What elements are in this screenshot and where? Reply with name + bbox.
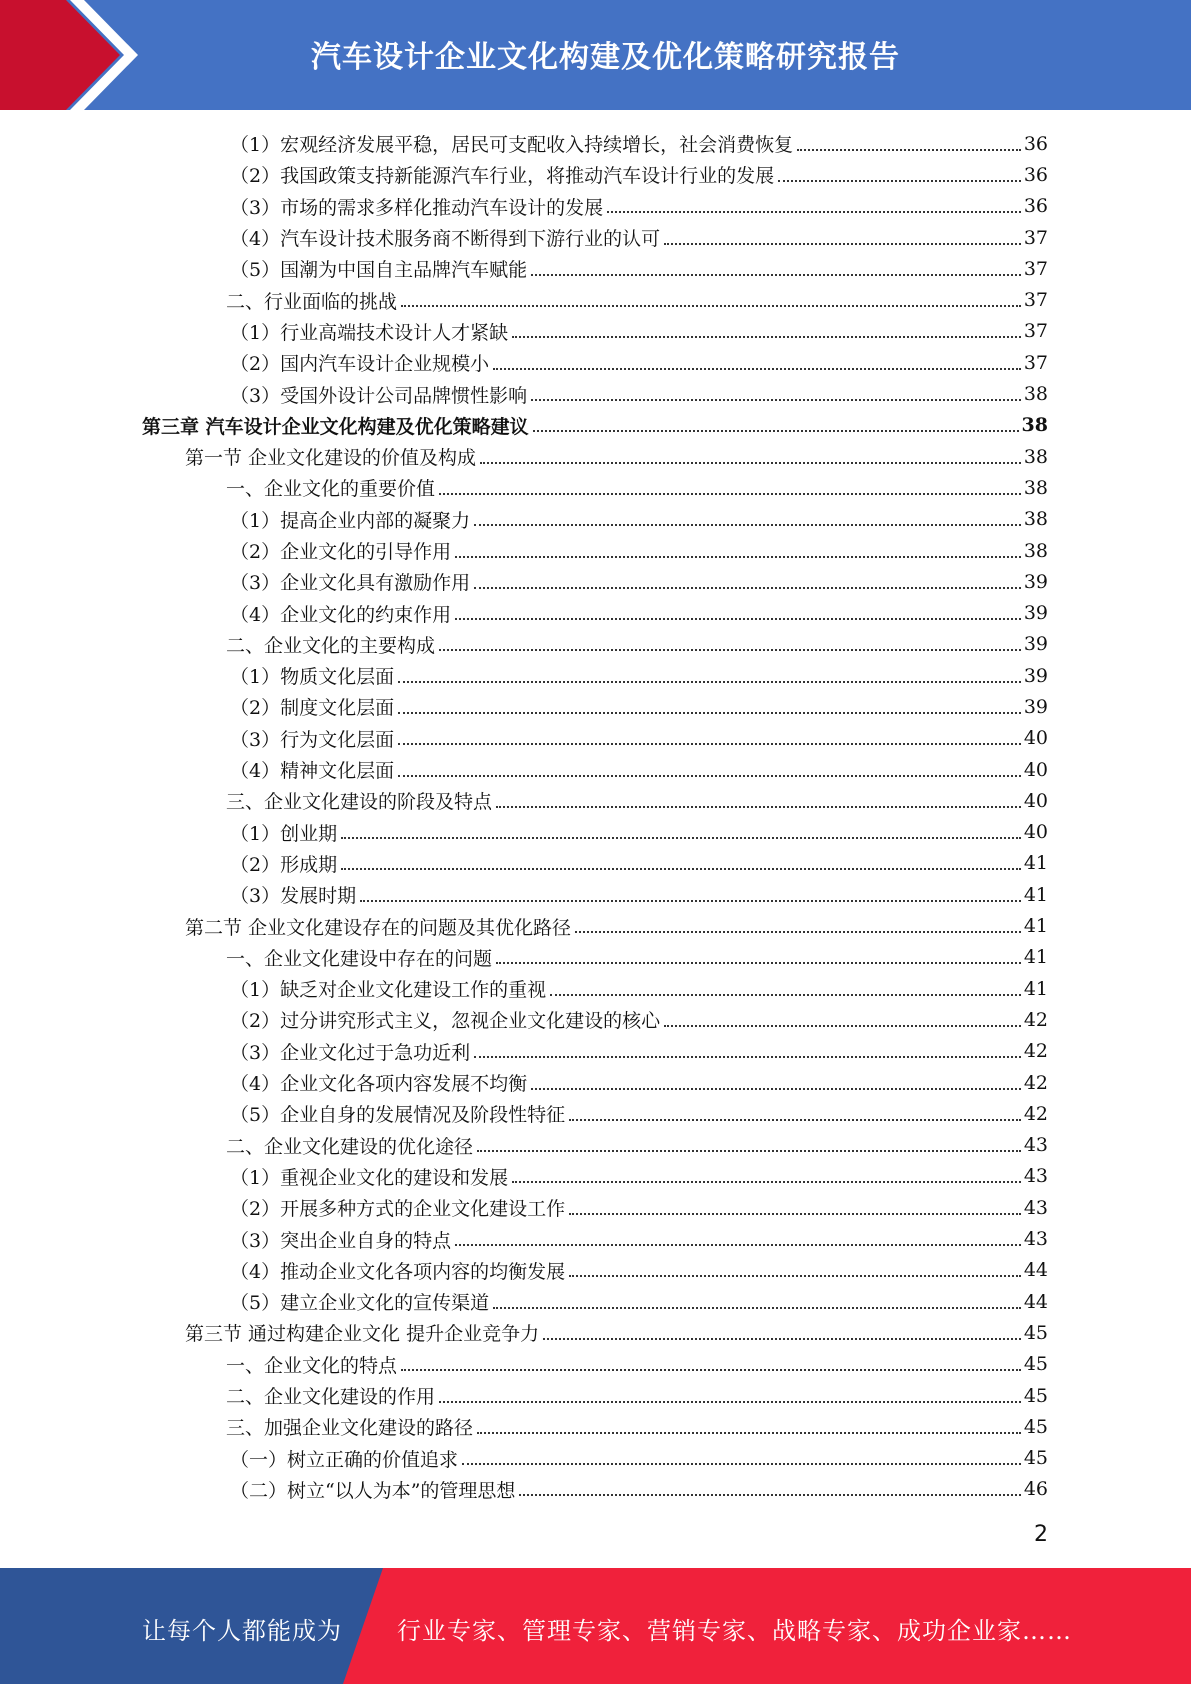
- toc-entry-label: （一）树立正确的价值追求: [230, 1445, 462, 1472]
- toc-entry[interactable]: [0, 1474, 1191, 1505]
- toc-dot-leader: [575, 931, 1021, 933]
- toc-entry[interactable]: [0, 1317, 1191, 1348]
- toc-entry-page: 36: [1023, 132, 1048, 155]
- toc-entry-label: 一、企业文化的重要价值: [226, 474, 439, 501]
- toc-entry[interactable]: [0, 1161, 1191, 1192]
- toc-entry-page: 38: [1023, 508, 1048, 531]
- toc-entry[interactable]: [0, 1130, 1191, 1161]
- toc-entry-label: （二）树立“以人为本”的管理思想: [230, 1476, 519, 1503]
- toc-entry-label: （3）企业文化具有激励作用: [230, 568, 474, 595]
- toc-entry[interactable]: [0, 1255, 1191, 1286]
- toc-entry-page: 38: [1023, 445, 1048, 468]
- toc-entry[interactable]: [0, 284, 1191, 315]
- toc-dot-leader: [474, 1056, 1021, 1058]
- toc-entry[interactable]: [0, 691, 1191, 722]
- toc-entry[interactable]: [0, 1004, 1191, 1035]
- toc-entry[interactable]: [0, 723, 1191, 754]
- toc-entry-page: 41: [1023, 852, 1048, 875]
- toc-entry[interactable]: [0, 159, 1191, 190]
- toc-entry-page: 40: [1023, 727, 1048, 750]
- toc-entry-page: 38: [1023, 539, 1048, 562]
- toc-entry[interactable]: [0, 316, 1191, 347]
- toc-entry-label: （1）重视企业文化的建设和发展: [230, 1163, 512, 1190]
- toc-dot-leader: [398, 775, 1021, 777]
- toc-entry[interactable]: [0, 1098, 1191, 1129]
- toc-entry-label: （1）创业期: [230, 819, 341, 846]
- toc-entry-label: （2）我国政策支持新能源汽车行业，将推动汽车设计行业的发展: [230, 161, 778, 188]
- toc-entry-label: 二、企业文化的主要构成: [226, 631, 439, 658]
- table-of-contents: [0, 128, 1191, 1505]
- toc-entry[interactable]: [0, 817, 1191, 848]
- toc-dot-leader: [543, 1338, 1021, 1340]
- toc-entry-label: （1）行业高端技术设计人才紧缺: [230, 318, 512, 345]
- toc-dot-leader: [512, 336, 1021, 338]
- toc-entry[interactable]: [0, 441, 1191, 472]
- toc-entry-label: （3）行为文化层面: [230, 725, 398, 752]
- toc-entry-page: 39: [1023, 570, 1048, 593]
- toc-entry[interactable]: [0, 1380, 1191, 1411]
- toc-dot-leader: [341, 837, 1021, 839]
- toc-entry-page: 41: [1023, 977, 1048, 1000]
- toc-entry[interactable]: [0, 410, 1191, 441]
- toc-entry[interactable]: [0, 128, 1191, 159]
- toc-entry[interactable]: [0, 378, 1191, 409]
- toc-entry-page: 42: [1023, 1071, 1048, 1094]
- toc-entry-page: 40: [1023, 789, 1048, 812]
- toc-entry[interactable]: [0, 785, 1191, 816]
- report-title: 汽车设计企业文化构建及优化策略研究报告: [311, 40, 900, 75]
- toc-entry-label: 第一节 企业文化建设的价值及构成: [185, 443, 480, 470]
- toc-entry-page: 38: [1021, 414, 1048, 437]
- toc-entry-page: 39: [1023, 602, 1048, 625]
- toc-dot-leader: [360, 900, 1021, 902]
- toc-entry[interactable]: [0, 222, 1191, 253]
- toc-entry-page: 40: [1023, 821, 1048, 844]
- toc-dot-leader: [550, 994, 1021, 996]
- toc-entry-page: 37: [1023, 257, 1048, 280]
- page-number: 2: [1034, 1522, 1048, 1547]
- toc-entry-page: 37: [1023, 320, 1048, 343]
- toc-entry-label: 第二节 企业文化建设存在的问题及其优化路径: [185, 913, 575, 940]
- toc-entry-label: （4）推动企业文化各项内容的均衡发展: [230, 1257, 569, 1284]
- toc-entry-label: （2）企业文化的引导作用: [230, 537, 455, 564]
- toc-entry[interactable]: [0, 1036, 1191, 1067]
- toc-entry-label: 第三章 汽车设计企业文化构建及优化策略建议: [142, 412, 533, 439]
- toc-dot-leader: [493, 1307, 1021, 1309]
- toc-entry-label: （3）受国外设计公司品牌惯性影响: [230, 381, 531, 408]
- toc-entry[interactable]: [0, 910, 1191, 941]
- toc-dot-leader: [462, 1463, 1021, 1465]
- toc-dot-leader: [569, 1275, 1021, 1277]
- toc-entry-page: 42: [1023, 1008, 1048, 1031]
- toc-entry[interactable]: [0, 472, 1191, 503]
- toc-dot-leader: [519, 1494, 1020, 1496]
- toc-dot-leader: [455, 618, 1021, 620]
- toc-entry[interactable]: [0, 660, 1191, 691]
- toc-entry-page: 42: [1023, 1040, 1048, 1063]
- toc-entry-label: 三、企业文化建设的阶段及特点: [226, 787, 496, 814]
- toc-dot-leader: [455, 1244, 1021, 1246]
- toc-dot-leader: [569, 1213, 1021, 1215]
- toc-entry-page: 39: [1023, 664, 1048, 687]
- toc-entry-page: 42: [1023, 1102, 1048, 1125]
- toc-dot-leader: [477, 1432, 1021, 1434]
- toc-entry-page: 37: [1023, 226, 1048, 249]
- toc-entry-page: 43: [1023, 1196, 1048, 1219]
- toc-entry[interactable]: [0, 566, 1191, 597]
- toc-entry-label: 三、加强企业文化建设的路径: [226, 1413, 477, 1440]
- toc-entry-page: 38: [1023, 476, 1048, 499]
- toc-dot-leader: [341, 868, 1021, 870]
- toc-entry-label: （4）企业文化各项内容发展不均衡: [230, 1069, 531, 1096]
- toc-entry-label: （3）市场的需求多样化推动汽车设计的发展: [230, 193, 607, 220]
- toc-entry-label: （2）国内汽车设计企业规模小: [230, 349, 493, 376]
- toc-dot-leader: [474, 524, 1021, 526]
- toc-entry-label: 第三节 通过构建企业文化 提升企业竞争力: [185, 1319, 543, 1346]
- toc-entry[interactable]: [0, 754, 1191, 785]
- toc-entry[interactable]: [0, 1442, 1191, 1473]
- toc-dot-leader: [496, 806, 1021, 808]
- toc-entry-label: （3）突出企业自身的特点: [230, 1226, 455, 1253]
- toc-entry-page: 38: [1023, 383, 1048, 406]
- toc-dot-leader: [455, 556, 1021, 558]
- page-footer: [0, 1568, 1191, 1684]
- footer-slogan-left: 让每个人都能成为: [142, 1617, 342, 1645]
- toc-entry-label: （4）汽车设计技术服务商不断得到下游行业的认可: [230, 224, 664, 251]
- toc-entry[interactable]: [0, 942, 1191, 973]
- toc-dot-leader: [401, 1369, 1021, 1371]
- toc-entry-page: 45: [1023, 1384, 1048, 1407]
- toc-dot-leader: [398, 712, 1021, 714]
- toc-entry-label: （5）企业自身的发展情况及阶段性特征: [230, 1100, 569, 1127]
- toc-entry-page: 41: [1023, 883, 1048, 906]
- toc-entry-label: 二、行业面临的挑战: [226, 287, 401, 314]
- toc-entry[interactable]: [0, 191, 1191, 222]
- toc-dot-leader: [398, 743, 1021, 745]
- toc-entry-page: 41: [1023, 946, 1048, 969]
- toc-entry-page: 44: [1023, 1290, 1048, 1313]
- toc-entry[interactable]: [0, 1192, 1191, 1223]
- toc-entry-page: 36: [1023, 163, 1048, 186]
- toc-entry[interactable]: [0, 597, 1191, 628]
- toc-dot-leader: [512, 1181, 1021, 1183]
- toc-entry[interactable]: [0, 629, 1191, 660]
- toc-entry-page: 43: [1023, 1134, 1048, 1157]
- toc-entry-page: 40: [1023, 758, 1048, 781]
- toc-entry-label: （4）精神文化层面: [230, 756, 398, 783]
- toc-entry-page: 43: [1023, 1228, 1048, 1251]
- toc-entry[interactable]: [0, 504, 1191, 535]
- toc-dot-leader: [439, 493, 1021, 495]
- toc-entry-label: （1）提高企业内部的凝聚力: [230, 506, 474, 533]
- toc-entry-page: 45: [1023, 1353, 1048, 1376]
- toc-entry-label: （3）企业文化过于急功近利: [230, 1038, 474, 1065]
- footer-slogan-right: 行业专家、管理专家、营销专家、战略专家、成功企业家……: [397, 1617, 1072, 1645]
- toc-dot-leader: [531, 1088, 1021, 1090]
- toc-entry[interactable]: [0, 1286, 1191, 1317]
- toc-dot-leader: [474, 587, 1021, 589]
- toc-entry[interactable]: [0, 1411, 1191, 1442]
- toc-entry-page: 36: [1023, 195, 1048, 218]
- toc-dot-leader: [531, 399, 1021, 401]
- toc-dot-leader: [439, 1401, 1021, 1403]
- toc-entry-page: 45: [1023, 1321, 1048, 1344]
- toc-dot-leader: [607, 211, 1021, 213]
- toc-entry-label: （1）缺乏对企业文化建设工作的重视: [230, 975, 550, 1002]
- toc-entry-label: （2）形成期: [230, 850, 341, 877]
- toc-entry-page: 39: [1023, 695, 1048, 718]
- toc-dot-leader: [477, 1150, 1021, 1152]
- toc-entry-page: 37: [1023, 351, 1048, 374]
- toc-entry-label: （4）企业文化的约束作用: [230, 600, 455, 627]
- toc-entry-label: 一、企业文化的特点: [226, 1351, 401, 1378]
- toc-entry-page: 39: [1023, 633, 1048, 656]
- toc-entry-label: （1）宏观经济发展平稳，居民可支配收入持续增长，社会消费恢复: [230, 130, 797, 157]
- toc-dot-leader: [664, 243, 1021, 245]
- toc-entry-label: （1）物质文化层面: [230, 662, 398, 689]
- toc-dot-leader: [493, 368, 1021, 370]
- toc-entry-label: （3）发展时期: [230, 881, 360, 908]
- toc-entry-page: 37: [1023, 289, 1048, 312]
- toc-dot-leader: [496, 962, 1021, 964]
- toc-entry[interactable]: [0, 347, 1191, 378]
- toc-dot-leader: [531, 274, 1021, 276]
- toc-entry-label: （2）制度文化层面: [230, 693, 398, 720]
- toc-entry[interactable]: [0, 848, 1191, 879]
- toc-entry-label: 二、企业文化建设的作用: [226, 1382, 439, 1409]
- toc-entry-label: （5）国潮为中国自主品牌汽车赋能: [230, 255, 531, 282]
- toc-entry-page: 43: [1023, 1165, 1048, 1188]
- toc-entry-label: 一、企业文化建设中存在的问题: [226, 944, 496, 971]
- toc-entry[interactable]: [0, 879, 1191, 910]
- toc-entry-page: 45: [1023, 1447, 1048, 1470]
- toc-dot-leader: [569, 1119, 1021, 1121]
- toc-dot-leader: [480, 462, 1021, 464]
- toc-entry-label: （2）开展多种方式的企业文化建设工作: [230, 1194, 569, 1221]
- toc-dot-leader: [401, 305, 1021, 307]
- toc-dot-leader: [778, 180, 1021, 182]
- toc-entry-label: （5）建立企业文化的宣传渠道: [230, 1288, 493, 1315]
- toc-dot-leader: [439, 649, 1021, 651]
- toc-entry[interactable]: [0, 1349, 1191, 1380]
- toc-dot-leader: [533, 430, 1019, 432]
- toc-entry-label: （2）过分讲究形式主义，忽视企业文化建设的核心: [230, 1006, 664, 1033]
- toc-dot-leader: [797, 149, 1021, 151]
- toc-entry[interactable]: [0, 1067, 1191, 1098]
- toc-entry-page: 46: [1023, 1478, 1048, 1501]
- toc-dot-leader: [398, 681, 1021, 683]
- toc-entry-label: 二、企业文化建设的优化途径: [226, 1132, 477, 1159]
- toc-entry-page: 41: [1023, 915, 1048, 938]
- page-header: [0, 0, 1191, 110]
- toc-entry[interactable]: [0, 253, 1191, 284]
- toc-entry-page: 44: [1023, 1259, 1048, 1282]
- toc-dot-leader: [664, 1025, 1021, 1027]
- toc-entry-page: 45: [1023, 1415, 1048, 1438]
- toc-entry[interactable]: [0, 973, 1191, 1004]
- toc-entry[interactable]: [0, 1223, 1191, 1254]
- toc-entry[interactable]: [0, 535, 1191, 566]
